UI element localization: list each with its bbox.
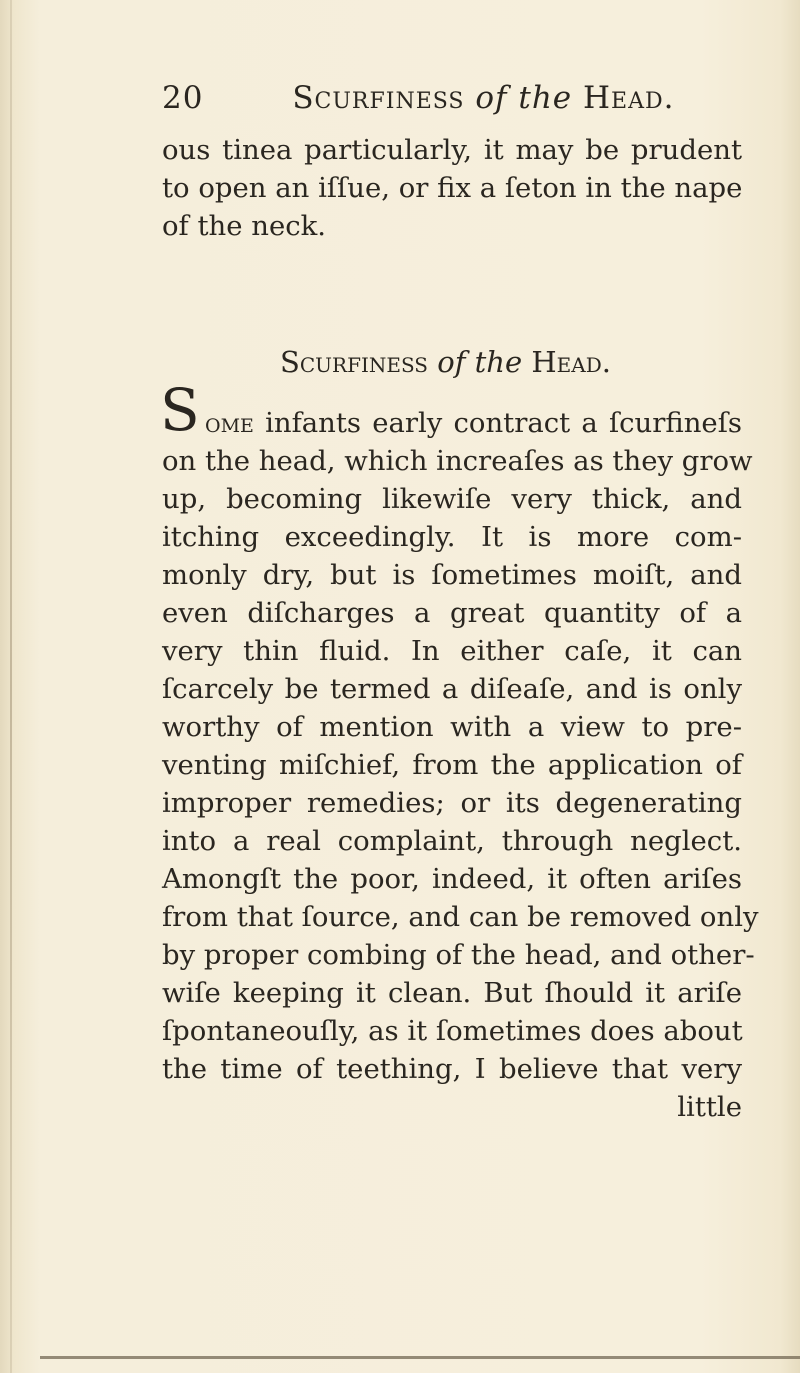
paragraph-line: into a real complaint, through neglect. <box>162 825 742 857</box>
running-head <box>162 80 674 116</box>
first-word-rest: ome <box>205 407 254 439</box>
section-heading <box>280 345 611 379</box>
paragraph-line: from that ſource, and can be removed only <box>162 901 759 933</box>
paragraph-line: itching exceedingly. It is more com- <box>162 521 742 553</box>
running-head-title-part3: Head. <box>583 80 675 116</box>
paragraph-line: worthy of mention with a view to pre- <box>162 711 742 743</box>
paragraph-line: up, becoming likewiſe very thick, and <box>162 483 742 515</box>
paragraph-line: ſcarcely be termed a diſeaſe, and is only <box>162 673 742 705</box>
paragraph-line: ſpontaneouſly, as it ſometimes does about <box>162 1015 743 1047</box>
paragraph-line: on the head, which increaſes as they grow <box>162 445 753 477</box>
section-heading-part2: of the <box>437 345 523 379</box>
paragraph-line: Amongſt the poor, indeed, it often ariſes <box>162 863 742 895</box>
first-line-rest: infants early contract a ſcurfineſs <box>265 407 742 439</box>
paragraph-line: wiſe keeping it clean. But ſhould it ariſe <box>162 977 742 1009</box>
opening-line-2: to open an iſſue, or fix a ſeton in the nape <box>162 172 743 204</box>
running-head-title-part1: Scurfiness <box>292 80 465 116</box>
opening-line-3: of the neck. <box>162 210 327 242</box>
page-bottom-edge <box>40 1356 800 1359</box>
drop-cap: S <box>160 376 200 444</box>
paragraph-line: monly dry, but is ſometimes moiſt, and <box>162 559 742 591</box>
paragraph-line: even diſcharges a great quantity of a <box>162 597 742 629</box>
paragraph-line: very thin fluid. In either caſe, it can <box>162 635 742 667</box>
section-heading-part3: Head. <box>531 345 611 379</box>
paragraph-line: venting miſchief, from the application of <box>162 749 742 781</box>
catchword: little <box>677 1091 742 1123</box>
paragraph-line: the time of teething, I believe that very <box>162 1053 742 1085</box>
paragraph-line: by proper combing of the head, and other- <box>162 939 755 971</box>
section-heading-part1: Scurfiness <box>280 345 429 379</box>
page-number: 20 <box>162 80 204 116</box>
running-head-title-part2: of the <box>475 80 573 116</box>
gutter-shadow <box>10 0 12 1373</box>
paragraph-first-line <box>205 404 742 442</box>
paragraph-line: improper remedies; or its degenerating <box>162 787 742 819</box>
opening-line-1: ous tinea particularly, it may be prudent <box>162 134 742 166</box>
